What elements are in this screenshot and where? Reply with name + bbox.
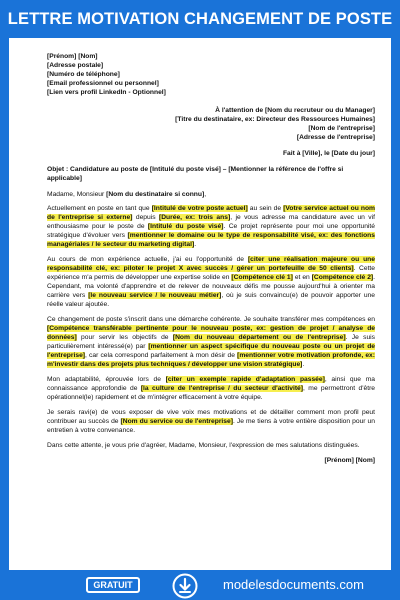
salutation (47, 190, 375, 199)
paragraph-text: . Cette expérience m'a permis de développer une expertise solide en (47, 265, 376, 281)
paragraph-text: . (302, 361, 305, 368)
subject-line: Objet : Candidature au poste de [Intitulé du poste visé] – [Mentionner la référence de l'offre si applicable] (47, 166, 344, 182)
placeholder-highlight: [le nouveau service / le nouveau métier] (88, 292, 222, 299)
paragraph-text: depuis (132, 214, 159, 221)
paragraph-text: , je vous adresse ma candidature avec un vif enthousiasme pour le poste de (47, 214, 375, 230)
body-paragraph (47, 375, 375, 402)
sender-line: [Numéro de téléphone] (47, 71, 120, 78)
placeholder-highlight: [citer un exemple rapide d'adaptation passée] (165, 376, 325, 383)
placeholder-highlight: [Votre service actuel ou nom de l'entreprise si externe] (47, 205, 376, 221)
sender-block (47, 52, 375, 97)
salutation-name: [Nom du destinataire si connu] (106, 191, 205, 198)
paragraph-text: . Je me tiens à votre entière disposition pour un entretien à votre convenance. (47, 418, 375, 434)
paragraph-text: Ce changement de poste s'inscrit dans une démarche cohérente. Je souhaite transférer mes compétences en (47, 316, 375, 323)
paragraph-text: . Ce projet représente pour moi une opportunité stratégique d'évoluer vers (47, 223, 375, 239)
placeholder-highlight: [mentionner un aspect spécifique du nouveau poste ou un projet de l'entreprise] (47, 343, 375, 359)
recipient-line: À l'attention de [Nom du recruteur ou du Manager] (215, 107, 375, 114)
placeholder-highlight: [citer une réalisation majeure ou une responsabilité clé, ex: piloter le projet X avec succès / gérer un portefeuille de 50 clients] (47, 256, 375, 272)
salutation-prefix: Madame, Monsieur (47, 191, 107, 198)
sender-line: [Lien vers profil LinkedIn - Optionnel] (47, 89, 166, 96)
placeholder-highlight: [Intitulé de votre poste actuel] (151, 205, 248, 212)
paragraph-text: au sein de (247, 205, 284, 212)
body-paragraph (47, 441, 375, 450)
paragraph-text: , où je suis convaincu(e) de pouvoir apporter une réelle valeur ajoutée. (47, 292, 375, 308)
body-paragraph (47, 255, 375, 309)
free-badge: GRATUIT (86, 577, 140, 593)
paragraph-text: , ainsi que ma connaissance approfondie de (47, 376, 375, 392)
page-banner-title: LETTRE MOTIVATION CHANGEMENT DE POSTE (0, 0, 400, 38)
paragraph-text: . Je suis particulièrement intéressé(e) par (47, 334, 376, 350)
sender-line: [Email professionnel ou personnel] (47, 80, 159, 87)
paragraph-text: , me permettront d'être opérationnel(le) rapidement et de m'intégrer efficacement à votre équipe. (47, 385, 376, 401)
paragraph-text: , car cela correspond parfaitement à mon désir de (85, 352, 238, 359)
date-line: Fait à [Ville], le [Date du jour] (282, 150, 375, 157)
body-paragraph (47, 408, 375, 435)
paragraph-text: et en (292, 274, 312, 281)
paragraph-text: Dans cette attente, je vous prie d'agréer, Madame, Monsieur, l'expression de mes salutations distinguées. (47, 442, 360, 449)
paragraph-text: pour servir les objectifs de (76, 334, 173, 341)
website-link[interactable]: modelesdocuments.com (223, 577, 364, 592)
body-paragraph (47, 315, 375, 369)
paragraph-text: Au cours de mon expérience actuelle, j'ai eu l'opportunité de (47, 256, 248, 263)
sender-line: [Adresse postale] (47, 62, 104, 69)
download-icon[interactable] (172, 573, 198, 599)
sender-line: [Prénom] [Nom] (47, 53, 98, 60)
placeholder-highlight: [Nom du nouveau département ou de l'entreprise] (172, 334, 346, 341)
recipient-line: [Titre du destinataire, ex: Directeur des Ressources Humaines] (175, 116, 375, 123)
letter-document (9, 38, 391, 570)
salutation-suffix: , (204, 191, 207, 198)
placeholder-highlight: [Nom du service ou de l'entreprise] (120, 418, 233, 425)
letter-body (47, 204, 375, 450)
recipient-line: [Nom de l'entreprise] (308, 125, 375, 132)
placeholder-highlight: [la culture de l'entreprise / du secteur d'activité] (140, 385, 303, 392)
placeholder-highlight: [Durée, ex: trois ans] (158, 214, 231, 221)
placeholder-highlight: [mentionner votre motivation profonde, ex: m'investir dans des projets plus techniques / développer une vision stratégique] (47, 352, 375, 368)
body-paragraph (47, 204, 375, 249)
paragraph-text: Mon adaptabilité, éprouvée lors de (47, 376, 166, 383)
signature: [Prénom] [Nom] (324, 457, 375, 464)
placeholder-highlight: [Compétence clé 2] (311, 274, 374, 281)
paragraph-text: . (194, 241, 197, 248)
placeholder-highlight: [mentionner le domaine ou le type de responsabilité visé, ex: des fonctions managériales / le secteur du marketing digital] (47, 232, 375, 248)
placeholder-highlight: [Compétence clé 1] (231, 274, 293, 281)
placeholder-highlight: [Intitulé du poste visé] (147, 223, 224, 230)
paragraph-text: Je serais ravi(e) de vous exposer de vive voix mes motivations et de détailler comment mon profil peut contribuer au succès de (47, 409, 375, 425)
placeholder-highlight: [Compétence transférable pertinente pour le nouveau poste, ex: gestion de projet / analyse de données] (47, 325, 375, 341)
recipient-line: [Adresse de l'entreprise] (296, 134, 375, 141)
paragraph-text: . Cependant, ma volonté d'apprendre et de relever de nouveaux défis me pousse aujourd'hui à orienter ma carrière vers (47, 274, 376, 299)
recipient-block (47, 106, 375, 142)
paragraph-text: Actuellement en poste en tant que (47, 205, 152, 212)
